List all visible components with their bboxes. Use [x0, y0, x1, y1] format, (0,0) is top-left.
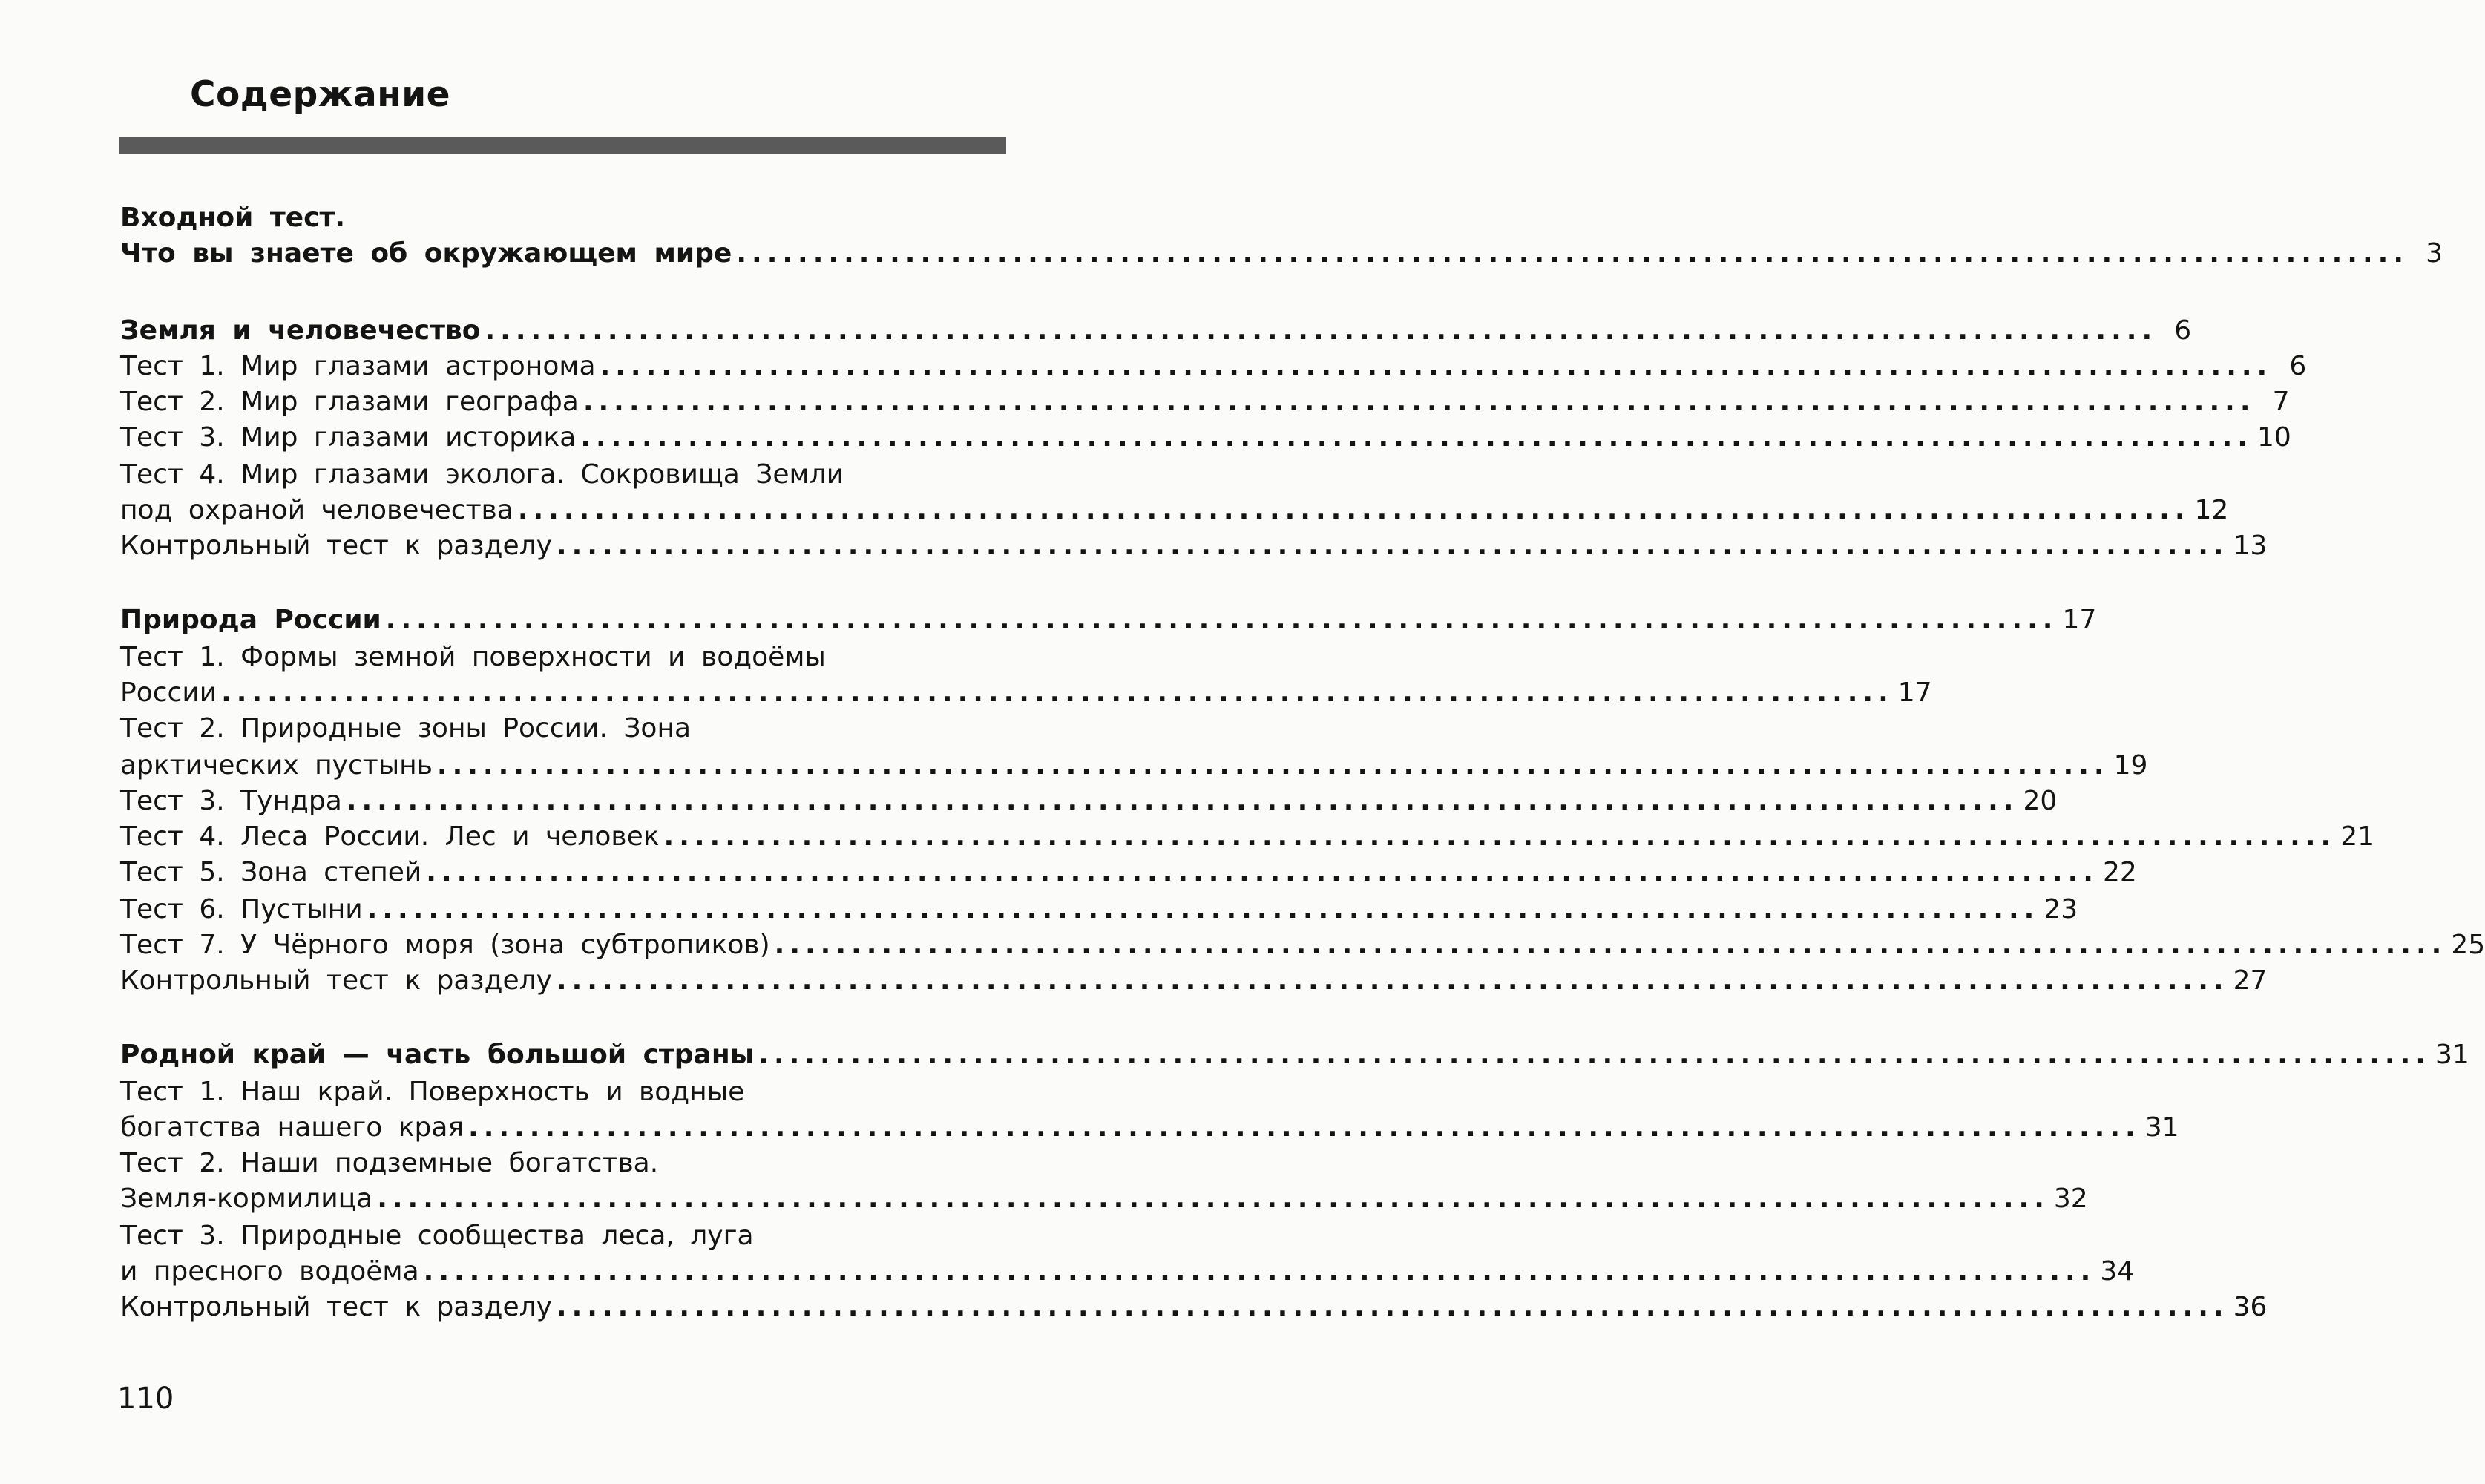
toc-entry-title: богатства нашего края [120, 1112, 464, 1143]
toc-entry-page: 3 [2426, 238, 2443, 269]
toc-entry-title: Тест 1. Мир глазами астронома [120, 351, 596, 381]
toc-dot-leader: ............................................................................................................. [423, 1256, 2096, 1287]
toc-dot-leader: ............................................................................................................. [346, 786, 2019, 816]
toc-dot-leader: ............................................................................................................. [385, 605, 2058, 635]
toc-entry [120, 384, 2290, 420]
toc-dot-leader: ............................................................................................................. [556, 531, 2229, 561]
toc-entry-title: Тест 1. Наш край. Поверхность и водные [120, 1077, 745, 1107]
toc-entry [120, 1254, 2135, 1290]
toc-entry-title: под охраной человечества [120, 495, 513, 525]
toc-entry [120, 748, 2148, 784]
toc-entry-page: 6 [2289, 351, 2307, 381]
toc-entry-page: 20 [2023, 786, 2058, 816]
toc-entry [120, 1290, 2268, 1325]
toc-entry [120, 349, 2307, 384]
toc-entry-page: 27 [2233, 965, 2268, 996]
toc-entry-title: Тест 4. Леса России. Лес и человек [120, 821, 660, 852]
toc-dot-leader: ............................................................................................................. [517, 495, 2190, 525]
toc-entry [120, 928, 2485, 963]
toc-entry [120, 200, 1005, 236]
toc-entry [120, 1146, 1005, 1181]
toc-entry-title: Тест 2. Наши подземные богатства. [120, 1148, 659, 1178]
toc-entry-page: 32 [2053, 1183, 2088, 1214]
toc-entry-title: Тест 2. Мир глазами географа [120, 387, 579, 417]
toc-dot-leader: ............................................................................................................. [426, 857, 2098, 887]
toc-entry [120, 963, 2268, 999]
toc-entry [120, 1218, 1005, 1254]
toc-entry-page: 17 [2062, 605, 2097, 635]
toc-dot-leader: ............................................................................................................. [377, 1183, 2049, 1214]
toc-entry-title: Что вы знаете об окружающем мире [120, 238, 732, 269]
toc-entry [120, 640, 1005, 675]
toc-entry [120, 892, 2078, 928]
toc-entry-title: Тест 7. У Чёрного моря (зона субтропиков) [120, 930, 770, 960]
toc-dot-leader: ............................................................................................................. [367, 894, 2040, 925]
toc-entry-title: Природа России [120, 605, 381, 635]
toc-entry-page: 17 [1897, 677, 1932, 708]
toc-entry-page: 34 [2100, 1256, 2135, 1287]
toc-entry [120, 603, 2097, 638]
toc-entry [120, 313, 2192, 349]
toc-dot-leader: ............................................................................................................. [580, 422, 2253, 453]
toc-entry [120, 1037, 2469, 1073]
toc-entry-page: 10 [2256, 422, 2291, 453]
toc-entry-page: 31 [2435, 1040, 2469, 1070]
toc-entry-title: Контрольный тест к разделу [120, 531, 552, 561]
toc-entry-title: Тест 6. Пустыни [120, 894, 363, 925]
toc-entry-page: 21 [2340, 821, 2374, 852]
toc-entry-title: Родной край — часть большой страны [120, 1040, 755, 1070]
toc-entry-page: 6 [2174, 315, 2192, 346]
toc-dot-leader: ............................................................................................................. [774, 930, 2447, 960]
toc-dot-leader: ............................................................................................................. [663, 821, 2337, 852]
toc-entry-title: Контрольный тест к разделу [120, 965, 552, 996]
toc-entry [120, 819, 2374, 855]
toc-entry-title: Контрольный тест к разделу [120, 1292, 552, 1322]
toc-dot-leader: ............................................................................................................. [436, 750, 2110, 781]
toc-entry-title: Входной тест. [120, 203, 345, 233]
toc-entry [120, 493, 2229, 528]
toc-entry [120, 420, 2291, 456]
toc-dot-leader: ............................................................................................................. [485, 315, 2158, 346]
toc-entry [120, 1181, 2088, 1217]
toc-dot-leader: ............................................................................................................. [736, 238, 2409, 269]
toc-entry-title: Тест 3. Природные сообщества леса, луга [120, 1221, 754, 1251]
toc-dot-leader: ............................................................................................................. [556, 965, 2229, 996]
toc-entry [120, 784, 2058, 819]
page-number: 110 [117, 1382, 174, 1416]
toc-dot-leader: ............................................................................................................. [600, 351, 2273, 381]
title-underline-bar [119, 137, 1006, 154]
toc-dot-leader: ............................................................................................................. [758, 1040, 2431, 1070]
toc-entry-title: Тест 1. Формы земной поверхности и водоёмы [120, 642, 826, 672]
toc-entry-page: 7 [2272, 387, 2290, 417]
toc-entry-title: Тест 5. Зона степей [120, 857, 422, 887]
toc-dot-leader: ............................................................................................................. [582, 387, 2256, 417]
toc-entry-page: 19 [2113, 750, 2148, 781]
toc-entry [120, 1074, 1005, 1110]
toc-entry-page: 36 [2233, 1292, 2268, 1322]
toc-entry-title: Тест 4. Мир глазами эколога. Сокровища Земли [120, 459, 844, 490]
toc-entry-title: Земля-кормилица [120, 1183, 373, 1214]
toc-entry-title: Тест 3. Тундра [120, 786, 342, 816]
toc-entry [120, 236, 2443, 272]
toc-entry [120, 675, 1932, 711]
toc-entry-page: 12 [2194, 495, 2229, 525]
page-title: Содержание [190, 74, 451, 115]
toc-entry-page: 13 [2233, 531, 2268, 561]
toc-entry-title: арктических пустынь [120, 750, 433, 781]
toc-entry [120, 457, 1005, 493]
toc-entry [120, 1110, 2179, 1146]
toc-entry-page: 31 [2144, 1112, 2179, 1143]
toc-dot-leader: ............................................................................................................. [556, 1292, 2229, 1322]
toc-dot-leader: ............................................................................................................. [468, 1112, 2141, 1143]
toc-entry-page: 23 [2044, 894, 2078, 925]
toc-entry-title: России [120, 677, 217, 708]
toc-entry-page: 25 [2451, 930, 2485, 960]
toc-entry-title: Тест 3. Мир глазами историка [120, 422, 577, 453]
toc-entry-title: и пресного водоёма [120, 1256, 419, 1287]
toc-dot-leader: ............................................................................................................. [221, 677, 1894, 708]
toc-entry [120, 711, 1005, 746]
toc-entry-title: Земля и человечество [120, 315, 481, 346]
toc-entry [120, 855, 2137, 890]
toc-entry-page: 22 [2102, 857, 2137, 887]
toc-entry-title: Тест 2. Природные зоны России. Зона [120, 713, 692, 743]
toc-entry [120, 528, 2268, 564]
